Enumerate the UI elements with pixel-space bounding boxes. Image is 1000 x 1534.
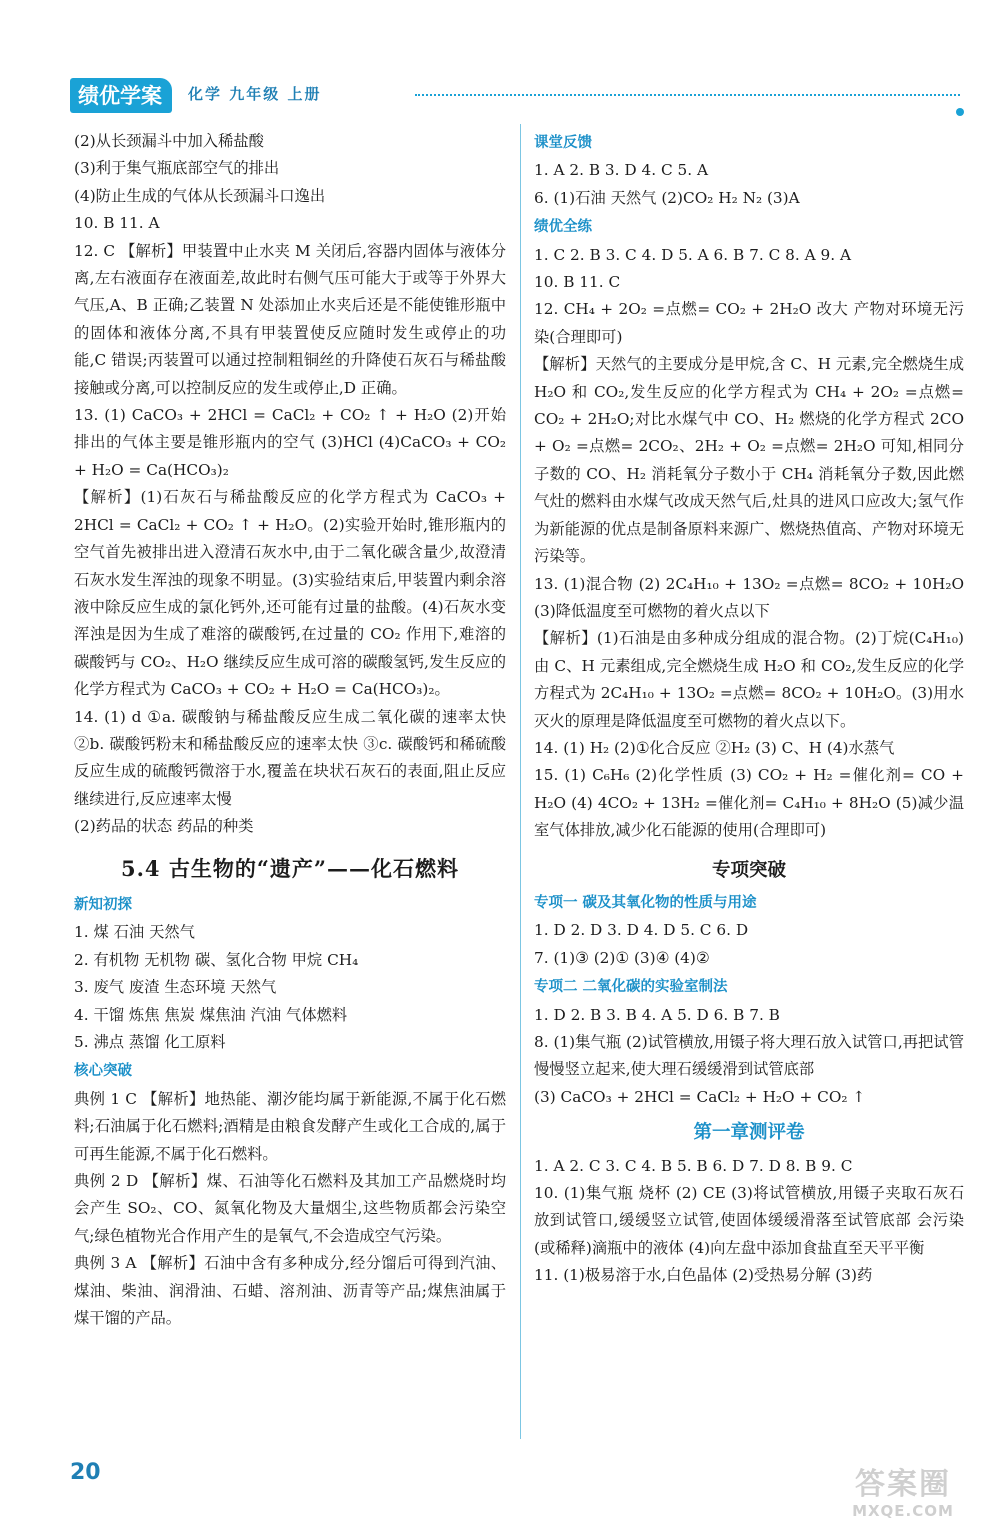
answer-paragraph: 13. (1) CaCO₃ + 2HCl = CaCl₂ + CO₂ ↑ + H₂O (2)开始排出的气体主要是锥形瓶内的空气 (3)HCl (4)CaCO₃ + CO₂ + H₂O = Ca(HCO₃)₂ [74,406,506,479]
answer-line: (4)防止生成的气体从长颈漏斗口逸出 [74,186,326,205]
answer-line: 1. C 2. B 3. C 4. D 5. A 6. B 7. C 8. A 9. A [534,245,852,264]
right-column [534,128,964,1290]
left-column [74,128,506,1332]
answer-paragraph: 13. (1)混合物 (2) 2C₄H₁₀ + 13O₂ =点燃= 8CO₂ + 10H₂O (3)降低温度至可燃物的着火点以下 [534,574,964,620]
answer-line: 1. A 2. C 3. C 4. B 5. B 6. D 7. D 8. B 9. C [534,1156,853,1175]
watermark-top-text: 答案圈 [855,1467,951,1502]
answer-line: 3. 废气 废渣 生态环境 天然气 [74,978,277,997]
xinzhi-heading: 新知初探 [74,896,132,913]
hexin-heading: 核心突破 [74,1063,132,1080]
chapter-test-title: 第一章测评卷 [693,1122,805,1144]
answer-paragraph: 14. (1) H₂ (2)①化合反应 ②H₂ (3) C、H (4)水蒸气 [534,738,895,757]
column-divider [520,124,521,1439]
answer-line: 10. B 11. A [74,214,160,233]
answer-paragraph: 12. C 【解析】甲装置中止水夹 M 关闭后,容器内固体与液体分离,左右液面存在液面差,故此时右侧气压可能大于或等于外界大气压,A、B 正确;乙装置 N 处添加止水夹后还是不能使锥形瓶中的固体和液体分离,不具有甲装置使反应随时发生或停止的功能,C 错误;丙装置可以通过控制粗铜丝的升降使石灰石与稀盐酸接触或分离,可以控制反应的发生或停止,D 正确。 [74,241,506,397]
zx1-heading: 专项一 碳及其氧化物的性质与用途 [534,894,757,911]
answer-line: (3) CaCO₃ + 2HCl = CaCl₂ + H₂O + CO₂ ↑ [534,1087,866,1106]
analysis-paragraph: 【解析】(1)石油是由多种成分组成的混合物。(2)丁烷(C₄H₁₀)由 C、H 元素组成,完全燃烧生成 H₂O 和 CO₂,发生反应的化学方程式为 2C₄H₁₀ + 13O₂ =点燃= 8CO₂ + 10H₂O。(3)用水灭火的原理是降低温度至可燃物的着火点以下。 [534,629,964,730]
answer-paragraph: 14. (1) d ①a. 碳酸钠与稀盐酸反应生成二氧化碳的速率太快 ②b. 碳酸钙粉末和稀盐酸反应的速率太快 ③c. 碳酸钙和稀硫酸反应生成的硫酸钙微溶于水,覆盖在块状石灰石的表面,阻止反应继续进行,反应速率太慢 [74,707,506,808]
answer-line: 1. A 2. B 3. D 4. C 5. A [534,161,709,180]
example-paragraph: 典例 3 A 【解析】石油中含有多种成分,经分馏后可得到汽油、煤油、柴油、润滑油、石蜡、溶剂油、沥青等产品;煤焦油属于煤干馏的产品。 [74,1254,506,1328]
rule-end-dot [956,108,964,116]
answer-line: 1. D 2. D 3. D 4. D 5. C 6. D [534,921,749,940]
answer-line: 6. (1)石油 天然气 (2)CO₂ H₂ N₂ (3)A [534,188,800,207]
section-title: 5.4 古生物的“遗产”——化石燃料 [120,855,459,881]
analysis-paragraph: 【解析】(1)石灰石与稀盐酸反应的化学方程式为 CaCO₃ + 2HCl = CaCl₂ + CO₂ ↑ + H₂O。(2)实验开始时,锥形瓶内的空气首先被排出进入澄清石灰水中,由于二氧化碳含量少,故澄清石灰水发生浑浊的现象不明显。(3)实验结束后,甲装置内剩余溶液中除反应生成的氯化钙外,还可能有过量的盐酸。(4)石灰水变浑浊是因为生成了难溶的碳酸钙,在过量的 CO₂ 作用下,难溶的碳酸钙与 CO₂、H₂O 继续反应生成可溶的碳酸氢钙,发生反应的化学方程式为 CaCO₃ + CO₂ + H₂O = Ca(HCO₃)₂。 [74,488,506,699]
zx2-heading: 专项二 二氧化碳的实验室制法 [534,979,728,996]
example-paragraph: 典例 1 C 【解析】地热能、潮汐能均属于新能源,不属于化石燃料;石油属于化石燃料;酒精是由粮食发酵产生或化工合成的,属于可再生能源,不属于化石燃料。 [74,1089,506,1163]
answer-line: 10. B 11. C [534,273,621,292]
header-dotted-rule [415,94,960,96]
answer-paragraph: 10. (1)集气瓶 烧杯 (2) CE (3)将试管横放,用镊子夹取石灰石放到试管口,缓缓竖立试管,使固体缓缓滑落至试管底部 会污染(或稀释)滴瓶中的液体 (4)向左盘中添加食盐直至天平平衡 [534,1184,964,1257]
brand-logo: 绩优学案 [70,78,172,113]
answer-line: 1. D 2. B 3. B 4. A 5. D 6. B 7. B [534,1005,780,1024]
answer-line: (2)从长颈漏斗中加入稀盐酸 [74,132,264,150]
answer-paragraph: 8. (1)集气瓶 (2)试管横放,用镊子将大理石放入试管口,再把试管慢慢竖立起来,使大理石缓缓滑到试管底部 [534,1033,964,1079]
answer-line: 11. (1)极易溶于水,白色晶体 (2)受热易分解 (3)药 [534,1266,873,1285]
answer-line: (2)药品的状态 药品的种类 [74,817,254,836]
watermark-bottom-text: MXQE.COM [852,1502,954,1520]
answer-line: 4. 干馏 炼焦 焦炭 煤焦油 汽油 气体燃料 [74,1005,348,1024]
answer-paragraph: 15. (1) C₆H₆ (2)化学性质 (3) CO₂ + H₂ =催化剂= CO + H₂O (4) 4CO₂ + 13H₂ =催化剂= C₄H₁₀ + 8H₂O (5)减少温室气体排放,减少化石能源的使用(合理即可) [534,766,964,840]
subject-label: 化学 九年级 上册 [188,85,322,103]
answer-line: 2. 有机物 无机物 碳、氢化合物 甲烷 CH₄ [74,950,359,969]
analysis-paragraph: 【解析】天然气的主要成分是甲烷,含 C、H 元素,完全燃烧生成 H₂O 和 CO₂,发生反应的化学方程式为 CH₄ + 2O₂ =点燃= CO₂ + 2H₂O;对比水煤气中 CO、H₂ 燃烧的化学方程式 2CO + O₂ =点燃= 2CO₂、2H₂ + O₂ =点燃= 2H₂O 可知,相同分子数的 CO、H₂ 消耗氧分子数小于 CH₄ 消耗氧分子数,因此燃气灶的燃料由水煤气改成天然气后,灶具的进风口应改大;氢气作为新能源的优点是制备原料来源广、燃烧热值高、产物对环境无污染等。 [534,355,964,566]
answer-line: 5. 沸点 蒸馏 化工原料 [74,1033,226,1051]
answer-line: 1. 煤 石油 天然气 [74,923,195,942]
answer-line: 7. (1)③ (2)① (3)④ (4)② [534,948,710,967]
zhuanxiang-title: 专项突破 [711,859,786,881]
page-number: 20 [70,1460,101,1485]
page-header [70,78,960,112]
ketang-heading: 课堂反馈 [534,135,592,151]
example-paragraph: 典例 2 D 【解析】煤、石油等化石燃料及其加工产品燃烧时均会产生 SO₂、CO、氮氧化物及大量烟尘,这些物质都会污染空气;绿色植物光合作用产生的是氧气,不会造成空气污染。 [74,1172,506,1245]
site-watermark [828,1468,978,1526]
answer-line: (3)利于集气瓶底部空气的排出 [74,159,280,178]
answer-paragraph: 12. CH₄ + 2O₂ =点燃= CO₂ + 2H₂O 改大 产物对环境无污染(合理即可) [534,300,964,346]
quanlian-heading: 绩优全练 [534,219,592,236]
